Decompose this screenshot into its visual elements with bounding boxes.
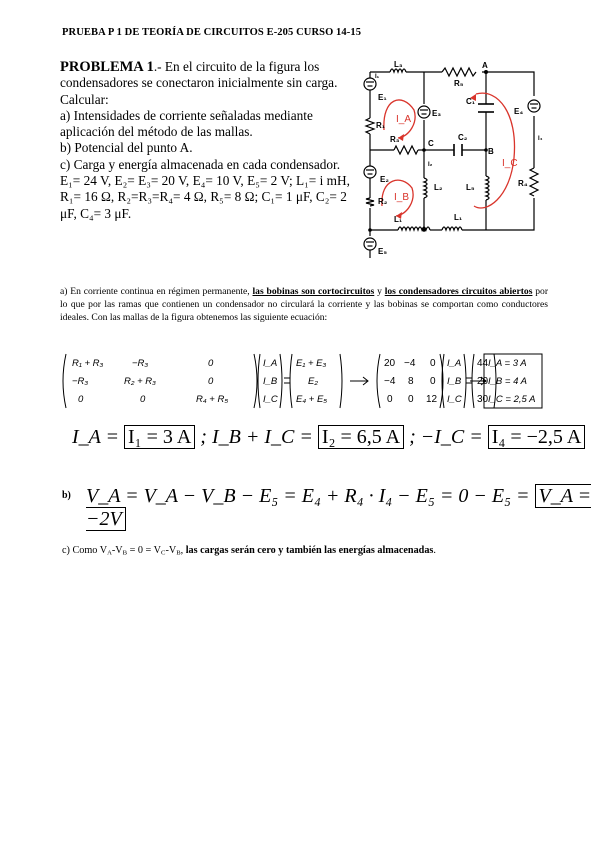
part-c: c) Carga y energía almacenada en cada condensador. <box>60 156 341 172</box>
solution-a-bold-1: las bobinas son cortocircuitos <box>252 286 375 297</box>
rhs-1: 20 <box>477 376 489 387</box>
solution-a-start: a) En corriente continua en régimen permanente, <box>60 286 253 297</box>
cur-s-2: I_C <box>263 394 278 405</box>
boxed-i1: I₁ = 3 A <box>124 425 195 449</box>
label-e3: E₃ <box>432 109 442 118</box>
m-n-10: −4 <box>384 376 396 387</box>
label-e4: E₄ <box>514 107 524 116</box>
label-ic: I_C <box>502 158 518 169</box>
equation-currents <box>72 426 585 449</box>
cur-n-2: I_C <box>447 394 462 405</box>
label-ia: I_A <box>396 114 412 125</box>
part-b-label: b) <box>62 490 71 501</box>
label-e2: E₂ <box>380 175 389 184</box>
label-e5: E₅ <box>378 247 388 256</box>
m-s-10: −R₃ <box>72 376 89 387</box>
emf-s-2: E₄ + E₅ <box>296 394 328 405</box>
m-n-21: 0 <box>408 394 414 405</box>
boxed-i2: I₂ = 6,5 A <box>318 425 404 449</box>
label-node-a: A <box>482 61 488 70</box>
m-n-20: 0 <box>387 394 393 405</box>
m-s-00: R₁ + R₃ <box>72 358 104 369</box>
label-r1: R₁ <box>376 121 386 130</box>
label-l4: L₁ <box>454 213 463 222</box>
label-node-b: B <box>488 147 494 156</box>
m-n-00: 20 <box>384 358 396 369</box>
label-l3: L₃ <box>394 60 403 69</box>
c-end: . <box>433 545 436 556</box>
equation-potential <box>86 485 600 531</box>
label-i1: I₁ <box>375 74 380 80</box>
c-mid1: -V <box>111 545 123 556</box>
c-sub-b: B <box>122 549 128 557</box>
m-s-22: R₄ + R₅ <box>196 394 229 405</box>
label-l2: L₂ <box>434 183 443 192</box>
label-i4: I₄ <box>538 136 543 142</box>
circuit-diagram <box>358 58 550 266</box>
data-line-3: μF, C₄= 3 μF. <box>60 205 132 221</box>
problem-intro: .- En el circuito de la figura los condensadores se conectaron inicialmente sin carga. Calcular: <box>60 59 338 107</box>
label-e1: E₁ <box>378 93 387 102</box>
cur-s-1: I_B <box>263 376 278 387</box>
label-l1: L₁ <box>394 215 403 224</box>
rhs-2: 30 <box>477 394 489 405</box>
c-mid2: = 0 = V <box>127 545 162 556</box>
page-title: PRUEBA P 1 DE TEORÍA DE CIRCUITOS E-205 CURSO 14-15 <box>62 27 362 38</box>
solution-a-paragraph <box>60 285 548 324</box>
cur-n-1: I_B <box>447 376 462 387</box>
result-0: I_A = 3 A <box>488 358 527 369</box>
c-mid3: -V <box>165 545 177 556</box>
m-n-11: 8 <box>408 376 414 387</box>
solution-a-mid: y <box>374 286 385 297</box>
label-r4: R₄ <box>518 179 528 188</box>
m-n-12: 0 <box>430 376 436 387</box>
conclusion-c <box>62 545 436 557</box>
emf-s-1: E₂ <box>308 376 318 387</box>
m-n-02: 0 <box>430 358 436 369</box>
label-i2: I₂ <box>428 162 433 168</box>
m-s-11: R₂ + R₃ <box>124 376 156 387</box>
c-sub-d: B <box>176 549 181 557</box>
m-s-12: 0 <box>208 376 214 387</box>
label-r2: R₂ <box>378 197 388 206</box>
label-r3: R₃ <box>390 135 400 144</box>
m-s-02: 0 <box>208 358 214 369</box>
m-s-21: 0 <box>140 394 146 405</box>
matrix-equation <box>58 350 550 412</box>
problem-statement <box>60 59 352 222</box>
c-bold: las cargas serán cero y también las energías almacenadas <box>185 545 434 556</box>
label-ib: I_B <box>394 192 410 203</box>
c-mid4: , <box>180 545 186 556</box>
part-b: b) Potencial del punto A. <box>60 140 193 156</box>
label-r5: R₅ <box>454 79 464 88</box>
cur-n-0: I_A <box>447 358 462 369</box>
solution-a-end: por lo que por las ramas que contienen un condensador no circulará la corriente y las bobinas se comportan como conductores ideales. Con las mallas de la figura obtenemos las siguiente ecuación: <box>60 286 549 323</box>
result-2: I_C = 2,5 A <box>488 394 536 405</box>
boxed-va: V_A = −2V <box>86 485 592 530</box>
rhs-0: 44 <box>477 358 489 369</box>
c-sub-a: A <box>107 549 112 557</box>
cur-s-0: I_A <box>263 358 278 369</box>
m-s-20: 0 <box>78 394 84 405</box>
part-a: a) Intensidades de corriente señaladas mediante aplicación del método de las mallas. <box>60 107 313 140</box>
c-start: c) Como V <box>62 545 108 556</box>
eq-a-part2: ; I_B + I_C = <box>195 426 318 448</box>
label-l5: L₅ <box>466 183 475 192</box>
m-n-22: 12 <box>426 394 438 405</box>
solution-a-bold-2: los condensadores circuitos abiertos <box>384 286 533 297</box>
m-s-01: −R₃ <box>132 358 149 369</box>
boxed-i4: I₄ = −2,5 A <box>488 425 586 449</box>
eq-a-part1: I_A = <box>72 426 125 448</box>
label-c2: C₂ <box>458 133 468 142</box>
m-n-01: −4 <box>404 358 416 369</box>
emf-s-0: E₁ + E₃ <box>296 358 327 369</box>
result-1: I_B = 4 A <box>488 376 527 387</box>
c-sub-c: C <box>161 549 166 557</box>
problem-heading: PROBLEMA 1 <box>60 59 154 75</box>
eq-b-text: V_A = V_A − V_B − E₅ = E₄ + R₄ · I₄ − E₅ = 0 − E₅ = <box>86 485 535 507</box>
data-line-2: R₁= 16 Ω, R₂=R₃=R₄= 4 Ω, R₅= 8 Ω; C₁= 1 μF, C₂= 2 <box>60 189 347 205</box>
data-line-1: E₁= 24 V, E₂= E₃= 20 V, E₄= 10 V, E₅= 2 V; L₁= i mH, <box>60 173 350 189</box>
label-c1: C₁ <box>466 97 476 106</box>
eq-a-part3: ; −I_C = <box>404 426 488 448</box>
label-node-c: C <box>428 139 434 148</box>
